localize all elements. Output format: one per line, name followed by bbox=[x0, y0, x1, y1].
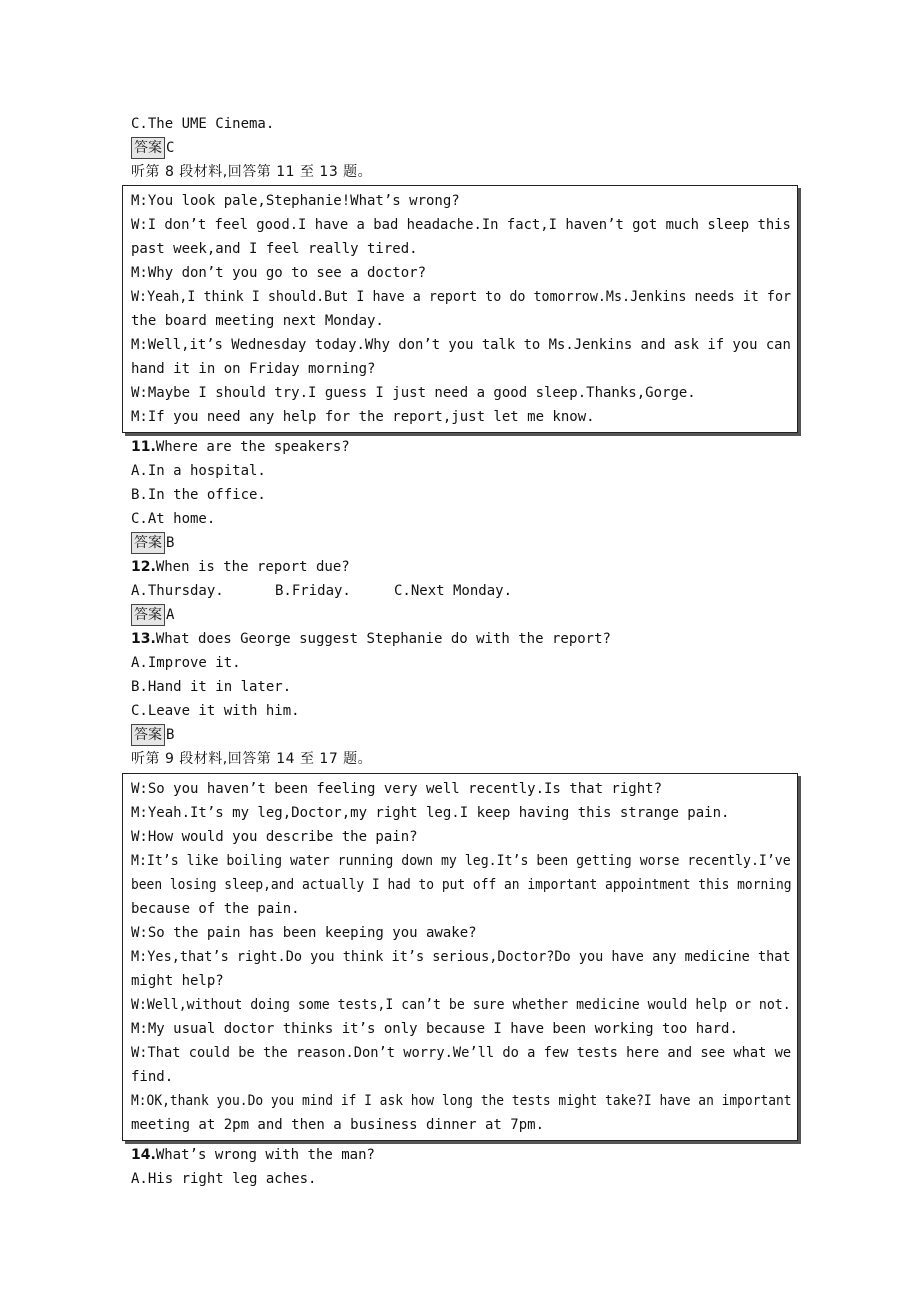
section9-transcript-box bbox=[122, 773, 798, 1141]
transcript-line: M:OK,thank you.Do you mind if I ask how long the tests might take?I have an important bbox=[131, 1093, 792, 1109]
answer-row-10 bbox=[131, 136, 174, 160]
q12-options bbox=[131, 579, 513, 603]
answer-tag: 答案 bbox=[131, 137, 165, 159]
transcript-line: W:That could be the reason.Don’t worry.We’ll do a few tests here and see what we bbox=[131, 1045, 792, 1061]
q11-option-a: A.In a hospital. bbox=[131, 463, 266, 479]
section8-transcript-box bbox=[122, 185, 798, 433]
transcript-line: hand it in on Friday morning? bbox=[131, 361, 376, 377]
question-text: When is the report due? bbox=[155, 559, 350, 575]
question-text: Where are the speakers? bbox=[155, 439, 350, 455]
transcript-line: might help? bbox=[131, 973, 224, 989]
transcript-line: W:So you haven’t been feeling very well recently.Is that right? bbox=[131, 781, 663, 797]
question-11 bbox=[131, 435, 350, 459]
transcript-line: M:My usual doctor thinks it’s only because I have been working too hard. bbox=[131, 1021, 738, 1037]
q12-option-b: B.Friday. bbox=[275, 583, 351, 599]
question-number: 13. bbox=[131, 631, 156, 647]
transcript-line: W:How would you describe the pain? bbox=[131, 829, 418, 845]
transcript-line: W:Yeah,I think I should.But I have a report to do tomorrow.Ms.Jenkins needs it for bbox=[131, 289, 792, 305]
q14-option-a: A.His right leg aches. bbox=[131, 1171, 317, 1187]
q13-option-c: C.Leave it with him. bbox=[131, 703, 300, 719]
option-c-cinema: C.The UME Cinema. bbox=[131, 116, 275, 132]
q11-option-c: C.At home. bbox=[131, 511, 216, 527]
question-number: 12. bbox=[131, 559, 156, 575]
answer-tag: 答案 bbox=[131, 532, 165, 554]
transcript-line: W:I don’t feel good.I have a bad headache.In fact,I haven’t got much sleep this bbox=[131, 217, 791, 233]
question-number: 14. bbox=[131, 1147, 156, 1163]
answer-value: B bbox=[166, 727, 175, 743]
transcript-line: been losing sleep,and actually I had to put off an important appointment this morning bbox=[131, 877, 792, 893]
transcript-line: M:Why don’t you go to see a doctor? bbox=[131, 265, 427, 281]
transcript-line: M:It’s like boiling water running down my leg.It’s been getting worse recently.I’ve bbox=[131, 853, 791, 869]
transcript-line: past week,and I feel really tired. bbox=[131, 241, 418, 257]
question-13 bbox=[131, 627, 611, 651]
transcript-line: M:Well,it’s Wednesday today.Why don’t you talk to Ms.Jenkins and ask if you can bbox=[131, 337, 791, 353]
answer-value: A bbox=[166, 607, 175, 623]
question-12 bbox=[131, 555, 350, 579]
transcript-line: the board meeting next Monday. bbox=[131, 313, 384, 329]
q12-option-a: A.Thursday. bbox=[131, 583, 224, 599]
transcript-line: because of the pain. bbox=[131, 901, 300, 917]
transcript-line: W:Maybe I should try.I guess I just need a good sleep.Thanks,Gorge. bbox=[131, 385, 696, 401]
section9-heading: 听第 9 段材料,回答第 14 至 17 题。 bbox=[131, 751, 373, 767]
transcript-line: M:If you need any help for the report,just let me know. bbox=[131, 409, 595, 425]
transcript-line: M:Yes,that’s right.Do you think it’s serious,Doctor?Do you have any medicine that bbox=[131, 949, 791, 965]
question-text: What does George suggest Stephanie do with the report? bbox=[155, 631, 611, 647]
transcript-line: find. bbox=[131, 1069, 174, 1085]
answer-row-13 bbox=[131, 723, 174, 747]
question-number: 11. bbox=[131, 439, 156, 455]
answer-tag: 答案 bbox=[131, 724, 165, 746]
question-14 bbox=[131, 1143, 375, 1167]
question-text: What’s wrong with the man? bbox=[155, 1147, 375, 1163]
answer-row-12 bbox=[131, 603, 174, 627]
q13-option-b: B.Hand it in later. bbox=[131, 679, 292, 695]
transcript-line: W:Well,without doing some tests,I can’t be sure whether medicine would help or not. bbox=[131, 997, 791, 1013]
answer-row-11 bbox=[131, 531, 174, 555]
answer-value: C bbox=[166, 140, 175, 156]
section8-heading: 听第 8 段材料,回答第 11 至 13 题。 bbox=[131, 164, 373, 180]
transcript-line: M:You look pale,Stephanie!What’s wrong? bbox=[131, 193, 460, 209]
q11-option-b: B.In the office. bbox=[131, 487, 266, 503]
q13-option-a: A.Improve it. bbox=[131, 655, 241, 671]
q12-option-c: C.Next Monday. bbox=[394, 583, 513, 599]
transcript-line: M:Yeah.It’s my leg,Doctor,my right leg.I keep having this strange pain. bbox=[131, 805, 730, 821]
answer-value: B bbox=[166, 535, 175, 551]
transcript-line: meeting at 2pm and then a business dinner at 7pm. bbox=[131, 1117, 545, 1133]
answer-tag: 答案 bbox=[131, 604, 165, 626]
transcript-line: W:So the pain has been keeping you awake? bbox=[131, 925, 477, 941]
